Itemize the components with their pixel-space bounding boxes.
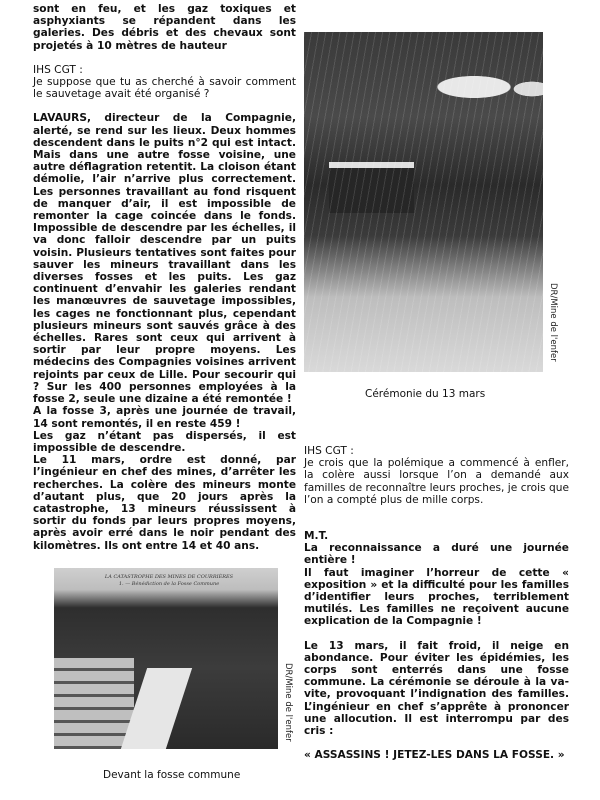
postcard-title-line: LA CATASTROPHE DES MINES DE COURRIÈRES	[104, 574, 234, 580]
postcard-subtitle-line: 1. — Bénédiction de la Fosse Commune	[118, 581, 220, 587]
interviewer-label: IHS CGT :	[33, 63, 83, 76]
right-column	[304, 445, 569, 761]
answer-paragraph: Il faut imaginer l’horreur de cette « exposition » et la difficulté pour les familles d’identifier leurs proches, terriblement mutilés. Les familles ne reçoivent aucune explication de la Compagnie !	[304, 566, 569, 628]
quote: « ASSASSINS ! JETEZ-LES DANS LA FOSSE. »	[304, 749, 565, 762]
photo-credit: DR/Mine de l'enfer	[283, 663, 293, 742]
photo-caption: Devant la fosse commune	[103, 769, 241, 781]
interviewer-question: Je suppose que tu as cherché à savoir comment le sauvetage avait été organisé ?	[33, 76, 296, 101]
interviewer-question: Je crois que la polémique a commencé à enfler, la colère aussi lorsque l’on a demandé aux familles de reconnaître leurs proches, je crois que l’on a compté plus de mille corps.	[304, 457, 569, 506]
intro-paragraph: sont en feu, et les gaz toxiques et asphyxiants se répandent dans les galeries. Des débris et des chevaux sont projetés à 10 mètres de hauteur	[33, 3, 296, 52]
respondent-label: M.T.	[304, 530, 329, 543]
left-column	[33, 3, 296, 552]
postcard-title	[84, 574, 254, 588]
answer-paragraph: Le 13 mars, il fait froid, il neige en abondance. Pour éviter les épidémies, les corps sont enterrés dans une fosse commune. La cérémonie se déroule à la va-vite, provoquant l’indignation des familles. L’ingénieur en chef s’apprête à prononcer une allocution. Il est interrompu par des cris :	[304, 639, 569, 738]
photo-credit: DR/Mine de l'enfer	[548, 283, 558, 362]
answer-paragraph: La reconnaissance a duré une journée entière !	[304, 542, 569, 567]
answer-paragraph: Les gaz n’étant pas dispersés, il est impossible de descendre.	[33, 429, 296, 454]
mass-grave-photo	[54, 568, 278, 749]
ceremony-photo	[304, 32, 543, 372]
answer-paragraph: Le 11 mars, ordre est donné, par l’ingénieur en chef des mines, d’arrêter les recherches. La colère des mineurs monte d’autant plus, que 20 jours après la catastrophe, 13 mineurs réussissent à sortir du fonds par leurs propres moyens, après avoir erré dans le noir pendant des kilomètres. Ils ont entre 14 et 40 ans.	[33, 454, 296, 552]
interviewer-label: IHS CGT :	[304, 445, 354, 457]
photo-caption: Cérémonie du 13 mars	[365, 388, 486, 400]
answer-paragraph: LAVAURS, directeur de la Compagnie, alerté, se rend sur les lieux. Deux hommes descendent dans le puits n°2 qui est intact. Mais dans une autre fosse voisine, une autre déflagration retentit. La cloison étant démolie, l’air n’arrive plus correctement. Les personnes travaillant au fond risquent de manquer d’air, il est impossible de remonter la cage coincée dans le fonds. Impossible de descendre par les échelles, il va donc falloir descendre par un puits voisin. Plusieurs tentatives sont faites pour sauver les mineurs travaillant dans les diverses fosses et les puits. Les gaz continuent d’envahir les galeries rendant les manœuvres de sauvetage impossibles, les cages ne fonctionnant plus, cependant plusieurs mineurs sont sauvés grâce à des échelles. Rares sont ceux qui arrivent à sortir par leur propre moyens. Les médecins des Compagnies voisines arrivent rejoints par ceux de Lille. Pour secourir qui ? Sur les 400 personnes employées à la fosse 2, seule une dizaine a été remontée !	[33, 112, 296, 406]
answer-paragraph: A la fosse 3, après une journée de travail, 14 sont remontés, il en reste 459 !	[33, 405, 296, 430]
